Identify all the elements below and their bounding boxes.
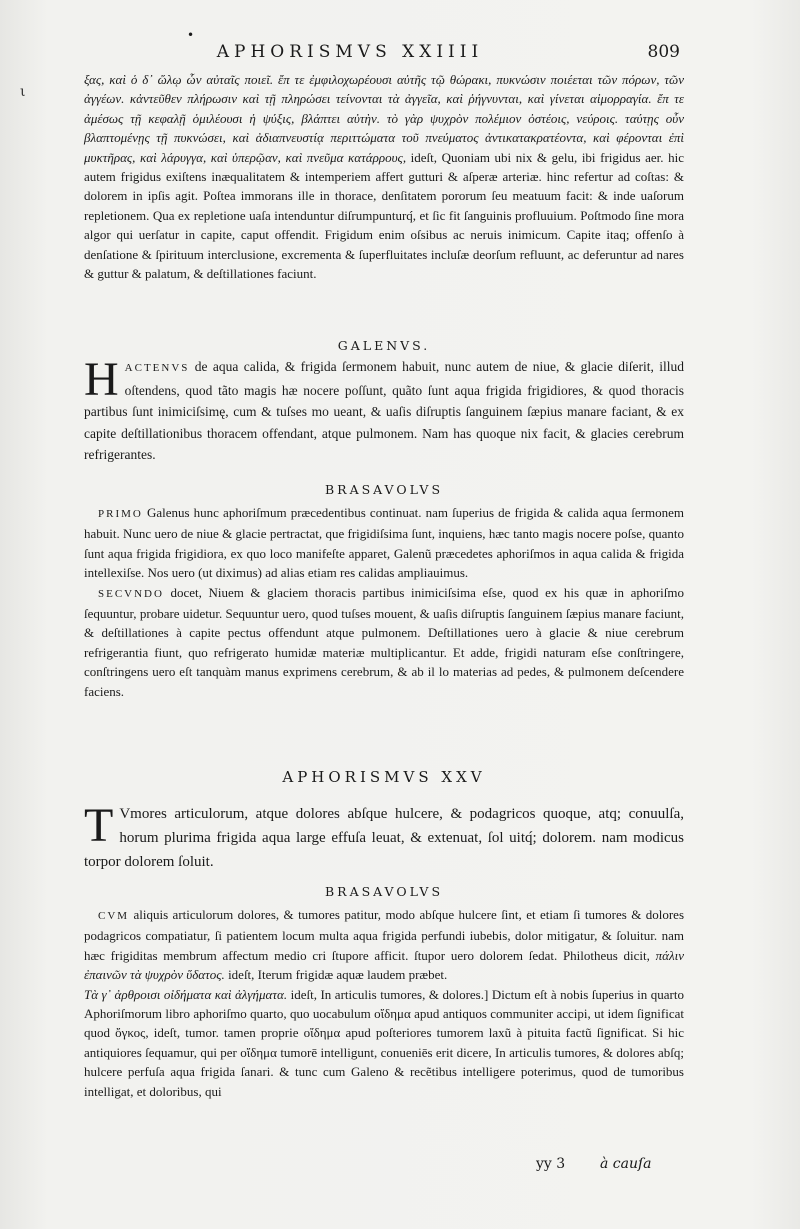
running-title: APHORISMVS XXIIII <box>216 42 484 62</box>
printer-dot: • <box>187 28 195 42</box>
brasavolus-section-2 <box>84 905 684 1101</box>
lemma-text: ideſt, In articulis tumores, & dolores.] Dictum eſt à nobis ſuperius in quarto Aphoriſmorum libro aphoriſmo quarto, quo uocabulum οἴδημα apud antiquos communiter accipi, ut idem ſignificat quod ὄγκος, ideſt, tumor. tamen proprie οἴδημα apud poſteriores tumorem laxũ à pituita factũ ſignificat. Si hic antiquiores ſequamur, qui per οἴδημα tumorē intelligunt, conueniēs erit dicere, In articulis tumores, & dolores abſq; hulcere perfuſa aqua frigida ſanari. & tunc cum Galeno & recẽtibus intelligere poterimus, quod de tumoribus intelligat, et doloribus, qui <box>84 986 684 1099</box>
margin-mark: ι <box>20 84 26 100</box>
greek-commentary <box>84 70 684 283</box>
latin-translation: ideſt, Quoniam ubi nix & gelu, ibi frigidus aer. hic autem frigidus exiſtens inæqualitatem & intemperiem affert gutturi & aſperæ arteriæ. hinc refertur ad coſtas: & dolorem in ipſis agit. Poſtea immorans ille in thorace, denſitatem pororum ſeu meatuum facit: & inde uaſorum repletionem. Qua ex repletione uaſa intenduntur diſrumpunturq́, et ſic fit ſanguinis profluuium. Poſtmodo ſine mora algor qui uerſatur in capite, caput offendit. Frigidum enim oſsibus ac neruis inimicum. Capite itaq; offenſo à denſatione & ſpirituum interclusione, excrementa & ſuperfluitates incluſæ deorſum refluunt, ac deferuntur ad nares & guttur & palatum, & deſtillationes faciunt. <box>84 149 685 282</box>
signature-mark: yy 3 <box>536 1156 566 1172</box>
brasavolus-heading-1: BRASAVOLVS <box>324 482 444 497</box>
philotheus-translation: ideſt, Iterum frigidæ aquæ laudem præbet. <box>228 967 448 983</box>
aphorism-25-heading: APHORISMVS XXV <box>282 768 486 786</box>
drop-cap-t: T <box>84 799 114 852</box>
galenus-lead-smallcaps: ACTENVS <box>124 362 190 374</box>
primo-text: Galenus hunc aphoriſmum præcedentibus continuat. nam ſuperius de frigida & calida aqua ſermonem habuit. Nunc uero de niue & glacie pertractat, que frigidiſsima ſunt, inquiens, hæc tanto magis nocere poſse, quanto ſunt aqua frigida frigidiora, ex quo loco manifeſte apparet, Galenũ præcedetes aphoriſmos in aqua calida & frigida intellexiſse. Nos uero (ut diximus) ad alias etiam res calidas ampliauimus. <box>84 505 685 581</box>
cum-text: aliquis articulorum dolores, & tumores patitur, modo abſque hulcere ſint, et etiam ſi tumores & dolores podagricos compatiatur, ſi patientem locum multa aqua frigida perfundi iubebis, dolor mitigatur, & ſoluitur. nam hæc frigiditas membrum affectum medio cri ſtupore afficit. ſtupor uero dolorem ſedat. Philotheus dicit, <box>84 907 684 963</box>
greek-commentary-block <box>84 70 684 283</box>
aphorism-25-text-block <box>84 799 684 874</box>
secundo-paragraph <box>84 583 684 701</box>
primo-lead: PRIMO <box>98 508 143 520</box>
galenus-text: de aqua calida, & frigida ſermonem habuit, nunc autem de niue, & glacie diſerit, illud oſtendens, quod tãto magis hæ nocere poſſunt, quãto ſunt aqua frigida frigidiores, & quod thoracis partibus ſunt inimiciſsimę, cum & tuſses mo ueant, & uaſis diſruptis ſanguinem ſæpius manare faciant, & ex capite deſtillationibus thoracem offendant, atque pulmonem. Nam has quoque nix facit, & glacies cerebrum refrigerantes. <box>84 359 684 462</box>
cum-lead: CVM <box>98 910 130 922</box>
philotheus-greek: πάλιν ἐπαινῶν τὰ ψυχρὸν ὕδατος. <box>84 947 684 983</box>
cum-paragraph <box>84 905 684 985</box>
lemma-paragraph <box>84 985 684 1101</box>
page-footer <box>0 1156 800 1180</box>
aphorism-25-section <box>84 799 684 874</box>
aphorism-25-text: Vmores articulorum, atque dolores abſque hulcere, & podagricos quoque, atq; conuulſa, horum plurima frigida aqua large effuſa leuat, & extenuat, ſol uitq́; dolorem. nam modicus torpor dolorem ſoluit. <box>84 806 684 870</box>
brasavolus-section-1 <box>84 503 684 701</box>
secundo-lead: SECVNDO <box>98 587 164 600</box>
galenus-section <box>84 353 684 466</box>
lemma-greek: Τὰ γ᾽ ἀρθροισι οἰδήματα καὶ ἀλγήματα. <box>84 986 288 1002</box>
folio-number: 809 <box>647 42 680 62</box>
greek-text: ξας, καὶ ὁ δ᾽ ὥλῳ ὧν αὐταῖς ποιεῖ. ἔπ τε ἐμφιλοχωρέουσι αὐτῆς τῷ θώρακι, πυκνώσιν ποιέεται τῶν πόρων, τῶν ἀγγέων. κἀντεῦθεν πλήρωσιν καὶ τῇ πληρώσει τείνονται τὰ ἀγγεῖα, καὶ ῥήγνυνται, καὶ γίνεται αἱμορραγία. ἔπ τε ἀμέσως τῇ κεφαλῇ ὁμιλέουσι ἡ ψύξις, βλάπτει αὐτὴν. τὸ γὰρ ψυχρὸν πολέμιον ὀστέοις, νεύροις. ταύτῃς οὖν βλαπτομένῃς τῇ πυκνώσει, καὶ ἀδιαπνευστίᾳ περιττώματα τοῦ πνεύματος ἀντικατακρατέοντα, καὶ φέρονται ἐπὶ μυκτῆρας, καὶ λάρυγγα, καὶ ὑπερῷαν, καὶ πνεῦμα κατάρρους, <box>84 72 684 165</box>
galenus-paragraph <box>84 353 684 466</box>
catchword: à cauſa <box>600 1156 652 1172</box>
brasavolus-heading-2: BRASAVOLVS <box>324 884 444 899</box>
secundo-text: docet, Niuem & glaciem thoracis partibus inimiciſsima eſse, quod ex his quæ in aphoriſmo ſequuntur, probare uidetur. Sequuntur uero, quod tuſses mouent, & uaſis diſruptis ſanguinem ſæpius manare faciunt, & deſtillationes à capite pectus offendunt atque pulmonem. Deſtillationes uero à glacie & niue cerebrum refrigerantia fiunt, quo refrigerato humidæ materiæ multiplicantur. Et adde, frigidi naturam eſse conſtringere, conſtringens uero eſt tanquàm manus exprimens cerebrum, & ab il lo materias ad pedes, & pulmonem deſcendere faciens. <box>84 584 685 699</box>
galenus-heading: GALENVS. <box>337 338 431 353</box>
page-header <box>0 42 800 66</box>
primo-paragraph <box>84 503 684 583</box>
drop-cap-h: H <box>84 353 119 406</box>
